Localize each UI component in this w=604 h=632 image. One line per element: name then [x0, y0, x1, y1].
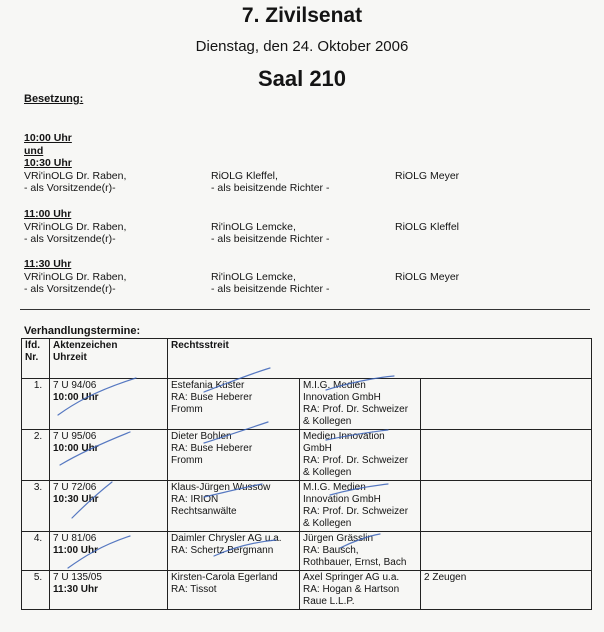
party1-line: RA: Tissot [171, 584, 217, 595]
associate-judge: RiOLG Meyer [395, 169, 460, 182]
party1-cell [168, 430, 300, 481]
hearing-date: Dienstag, den 24. Oktober 2006 [195, 38, 409, 55]
block-time: 10:30 Uhr [24, 157, 72, 169]
note-cell [421, 379, 592, 430]
party2-line: & Kollegen [303, 518, 352, 529]
case-number: 7 U 81/06 [53, 533, 97, 544]
party1-line: Klaus-Jürgen Wussow [171, 482, 271, 493]
section-divider [20, 309, 590, 310]
table-row [22, 379, 592, 430]
party2-line: RA: Prof. Dr. Schweizer [303, 455, 409, 466]
row-number: 1. [22, 379, 50, 430]
case-number: 7 U 72/06 [53, 482, 97, 493]
party1-cell [168, 571, 300, 610]
col-time-label: Uhrzeit [53, 352, 87, 363]
row-number: 5. [22, 571, 50, 610]
page-title: 7. Zivilsenat [241, 4, 363, 27]
party2-line: Jürgen Grässlin [303, 533, 374, 544]
col-nr-label: Nr. [25, 352, 39, 363]
party2-line: RA: Hogan & Hartson [303, 584, 400, 595]
party2-cell [300, 532, 421, 571]
party2-line: M.I.G. Medien [303, 482, 366, 493]
chair-role: - als Vorsitzende(r)- [24, 283, 116, 295]
besetzung-heading: Besetzung: [24, 93, 84, 105]
party2-cell [300, 379, 421, 430]
col-az-header [50, 339, 168, 379]
case-cell [50, 430, 168, 481]
associate-judge: Ri'inOLG Lemcke, [211, 220, 296, 233]
party1-line: Estefania Küster [171, 380, 245, 391]
case-number: 7 U 94/06 [53, 380, 97, 391]
case-cell [50, 532, 168, 571]
party2-line: RA: Prof. Dr. Schweizer [303, 404, 409, 415]
party2-line: RA: Bausch, [303, 545, 359, 556]
verhandlungstermine-heading: Verhandlungstermine: [24, 325, 141, 337]
party2-line: & Kollegen [303, 416, 352, 427]
party2-line: Medien Innovation [303, 431, 385, 442]
party1-line: RA: IRION [171, 494, 219, 505]
party1-line: RA: Buse Heberer [171, 392, 253, 403]
col-rechtsstreit-header [168, 339, 592, 379]
row-number: 2. [22, 430, 50, 481]
party2-line: RA: Prof. Dr. Schweizer [303, 506, 409, 517]
party1-cell [168, 481, 300, 532]
party2-line: Innovation GmbH [303, 392, 381, 403]
case-cell [50, 379, 168, 430]
chair-judge: VRi'inOLG Dr. Raben, [24, 169, 127, 182]
block-time: 11:30 Uhr [24, 258, 72, 270]
note-cell [421, 532, 592, 571]
block-time: und [24, 144, 44, 157]
party1-line: Daimler Chrysler AG u.a. [171, 533, 282, 544]
party2-line: GmbH [303, 443, 332, 454]
associate-judge: Ri'inOLG Lemcke, [211, 270, 296, 283]
party1-cell [168, 532, 300, 571]
case-cell [50, 481, 168, 532]
besetzung-block [24, 208, 584, 246]
party2-cell [300, 481, 421, 532]
party1-line: RA: Buse Heberer [171, 443, 253, 454]
party1-line: RA: Schertz Bergmann [171, 545, 274, 556]
associate-role: - als beisitzende Richter - [211, 283, 330, 295]
hearings-table [21, 338, 592, 610]
party1-line: Fromm [171, 455, 203, 466]
table-row [22, 532, 592, 571]
col-rechtsstreit-label: Rechtsstreit [171, 340, 229, 351]
case-time: 10:00 Uhr [53, 392, 99, 403]
party2-cell [300, 571, 421, 610]
case-time: 10:30 Uhr [53, 494, 99, 505]
chair-role: - als Vorsitzende(r)- [24, 233, 116, 245]
associate-judge: RiOLG Meyer [395, 270, 460, 283]
party2-cell [300, 430, 421, 481]
besetzung-block [24, 132, 584, 195]
party2-line: & Kollegen [303, 467, 352, 478]
table-row [22, 481, 592, 532]
chair-judge: VRi'inOLG Dr. Raben, [24, 270, 127, 283]
party2-line: Rothbauer, Ernst, Bach [303, 557, 407, 568]
note-cell [421, 430, 592, 481]
row-number: 4. [22, 532, 50, 571]
party1-line: Fromm [171, 404, 203, 415]
associate-role: - als beisitzende Richter - [211, 233, 330, 245]
case-time: 11:30 Uhr [53, 584, 99, 595]
associate-role: - als beisitzende Richter - [211, 182, 330, 194]
row-number: 3. [22, 481, 50, 532]
associate-judge: RiOLG Kleffel, [211, 169, 278, 182]
block-time: 10:00 Uhr [24, 132, 72, 144]
note-cell [421, 481, 592, 532]
party2-line: Innovation GmbH [303, 494, 381, 505]
col-az-label: Aktenzeichen [53, 340, 118, 351]
associate-judge: RiOLG Kleffel [395, 220, 459, 233]
note-cell: 2 Zeugen [421, 571, 592, 610]
case-time: 11:00 Uhr [53, 545, 99, 556]
party1-line: Dieter Bohlen [171, 431, 232, 442]
col-nr-label: lfd. [25, 340, 40, 351]
party1-cell [168, 379, 300, 430]
party2-line: M.I.G. Medien [303, 380, 366, 391]
block-time: 11:00 Uhr [24, 208, 72, 220]
party1-line: Kirsten-Carola Egerland [171, 572, 278, 583]
table-row [22, 571, 592, 610]
col-nr-header [22, 339, 50, 379]
party2-line: Axel Springer AG u.a. [303, 572, 400, 583]
table-header-row [22, 339, 592, 379]
party2-line: Raue L.L.P. [303, 596, 355, 607]
besetzung-block [24, 258, 584, 296]
party1-line: Rechtsanwälte [171, 506, 237, 517]
chair-judge: VRi'inOLG Dr. Raben, [24, 220, 127, 233]
room-number: Saal 210 [257, 66, 347, 91]
table-row [22, 430, 592, 481]
case-number: 7 U 135/05 [53, 572, 102, 583]
case-cell [50, 571, 168, 610]
case-time: 10:00 Uhr [53, 443, 99, 454]
chair-role: - als Vorsitzende(r)- [24, 182, 116, 194]
case-number: 7 U 95/06 [53, 431, 97, 442]
